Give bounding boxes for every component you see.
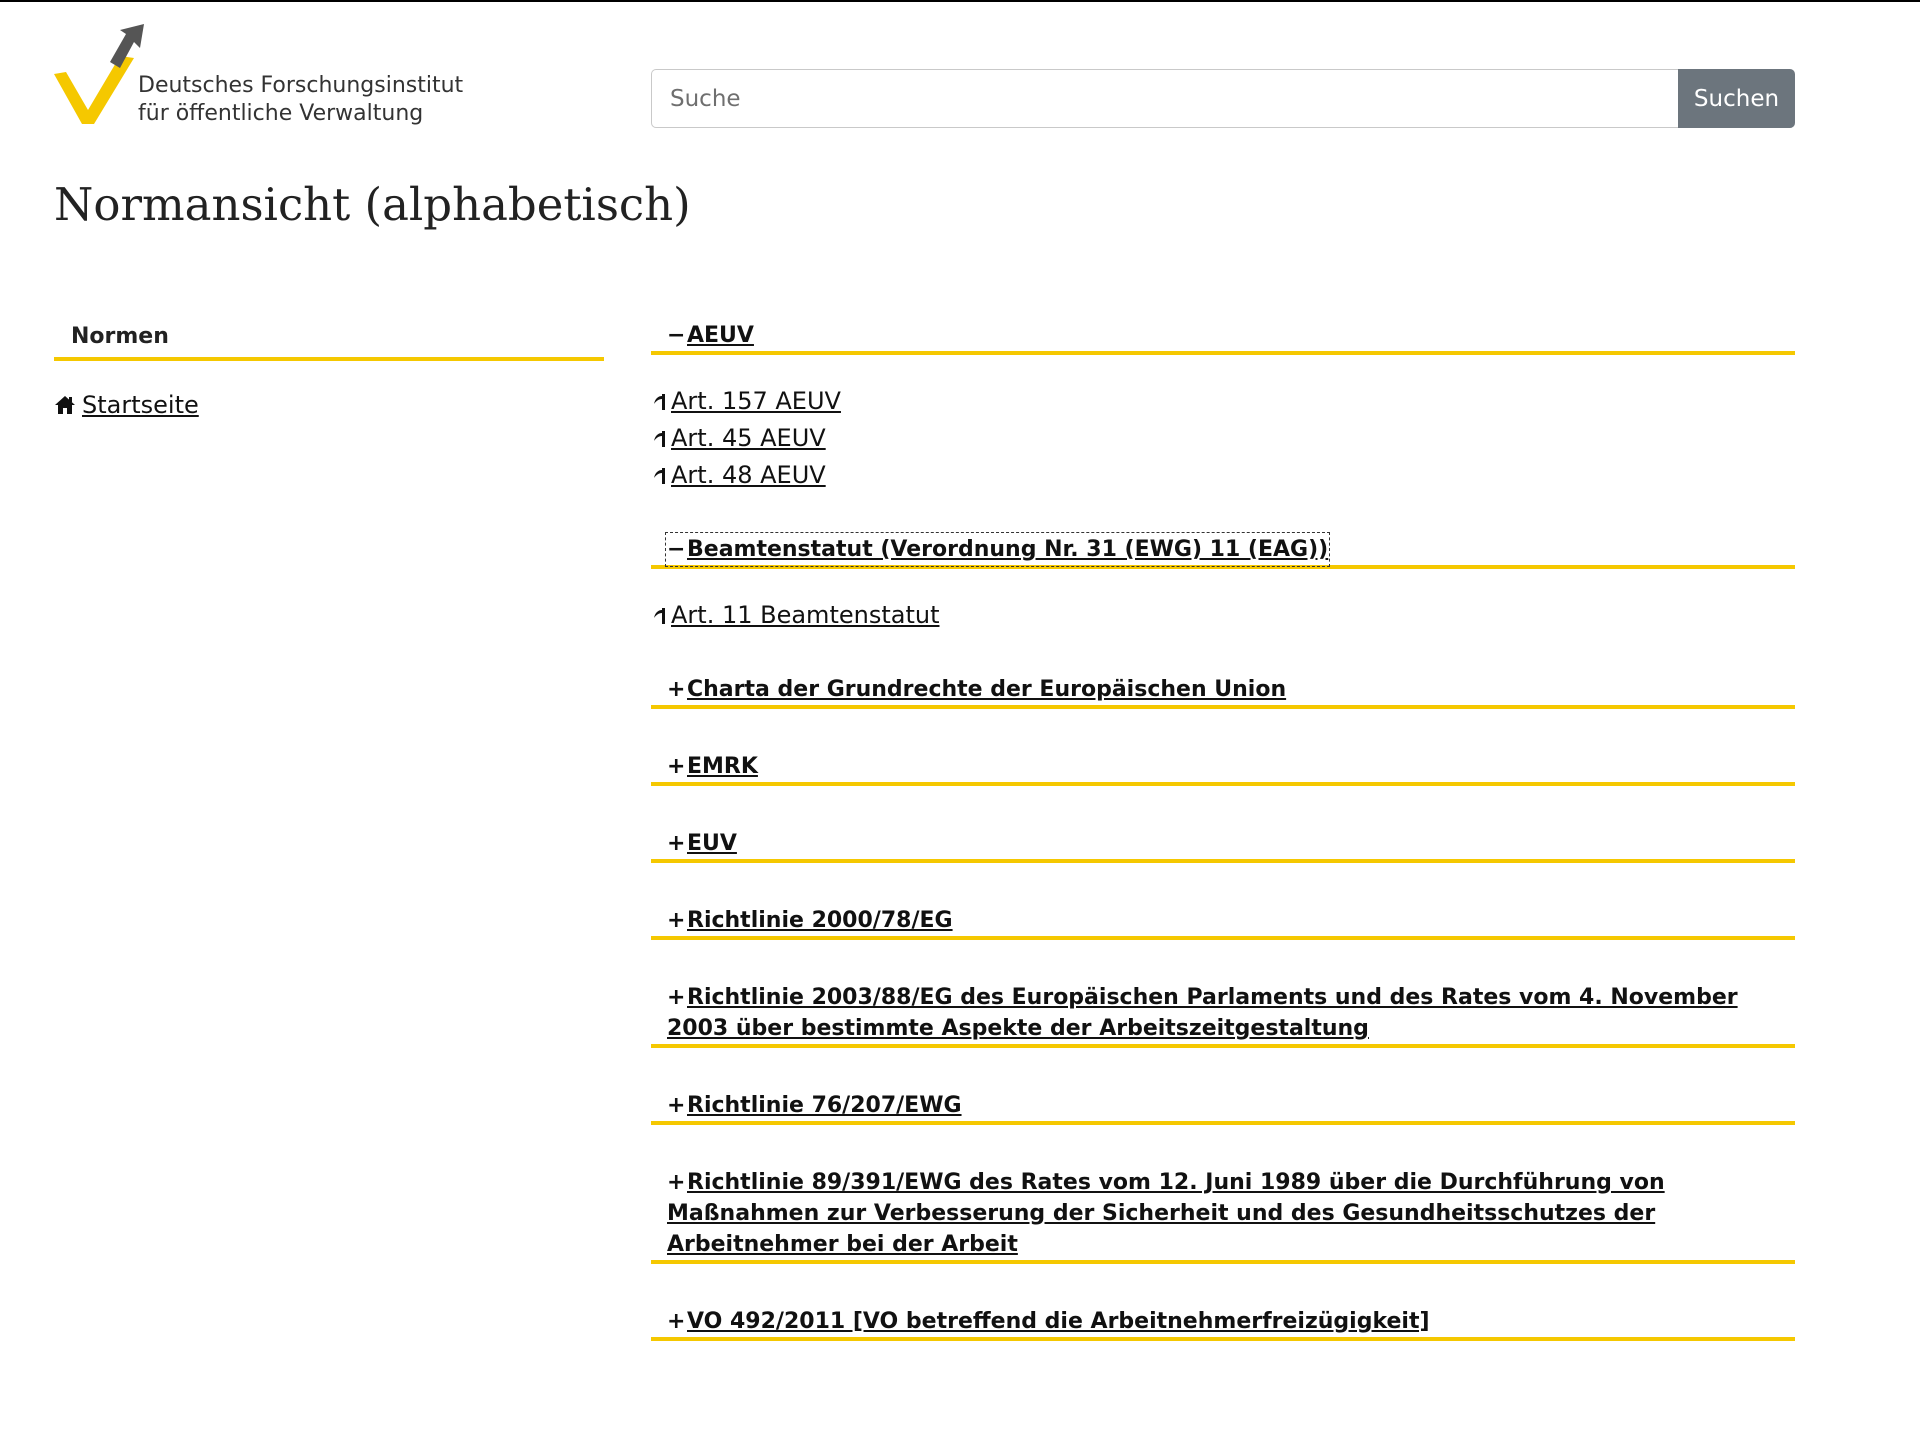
norm-group-label: Richtlinie 2000/78/EG — [687, 908, 953, 933]
norm-group — [651, 905, 1795, 940]
plus-icon: + — [667, 754, 686, 779]
norm-group-header — [651, 1090, 1795, 1125]
norm-entry-link[interactable]: Art. 11 Beamtenstatut — [671, 601, 940, 629]
home-link[interactable] — [54, 391, 199, 419]
return-arrow-icon — [651, 429, 670, 449]
norm-entry-link[interactable]: Art. 48 AEUV — [671, 461, 826, 489]
norm-group — [651, 1167, 1795, 1264]
norm-group — [651, 982, 1795, 1048]
norm-group-label: AEUV — [687, 323, 754, 348]
norm-entries — [651, 355, 1795, 494]
home-link-label: Startseite — [82, 391, 199, 419]
norm-group-label: Richtlinie 2003/88/EG des Europäischen Parlaments und des Rates vom 4. November 2003 über bestimmte Aspekte der Arbeitszeitgestaltung — [667, 985, 1738, 1041]
norm-group-toggle-link[interactable] — [667, 1090, 962, 1121]
norm-list — [651, 320, 1795, 1341]
plus-icon: + — [667, 908, 686, 933]
norm-group-label: EMRK — [687, 754, 758, 779]
logo[interactable] — [54, 24, 474, 134]
plus-icon: + — [667, 677, 686, 702]
norm-group-header — [651, 905, 1795, 940]
home-icon — [54, 395, 76, 415]
norm-group-header — [651, 1306, 1795, 1341]
search-input[interactable] — [651, 69, 1678, 128]
norm-group-toggle-link[interactable] — [667, 320, 754, 351]
norm-group-header — [651, 1167, 1795, 1264]
return-arrow-icon — [651, 466, 670, 486]
page-title: Normansicht (alphabetisch) — [54, 178, 691, 231]
norm-group-label: Richtlinie 89/391/EWG des Rates vom 12. Juni 1989 über die Durchführung von Maßnahmen zur Verbesserung der Sicherheit und des Gesundheitsschutzes der Arbeitnehmer bei der Arbeit — [667, 1170, 1665, 1257]
norm-group-header — [651, 828, 1795, 863]
norm-group-toggle-link[interactable] — [667, 828, 737, 859]
norm-group-toggle-link[interactable] — [667, 674, 1286, 705]
norm-group-label: VO 492/2011 [VO betreffend die Arbeitnehmerfreizügigkeit] — [687, 1309, 1430, 1334]
sidebar — [54, 320, 604, 419]
plus-icon: + — [667, 985, 686, 1010]
plus-icon: + — [667, 1309, 686, 1334]
norm-group-toggle-link[interactable] — [667, 534, 1328, 565]
norm-group-toggle-link[interactable] — [667, 905, 953, 936]
norm-entries — [651, 569, 1795, 634]
minus-icon: − — [667, 537, 686, 562]
norm-group-label: Richtlinie 76/207/EWG — [687, 1093, 962, 1118]
norm-entry — [651, 420, 1795, 457]
norm-entry — [651, 457, 1795, 494]
norm-group — [651, 1306, 1795, 1341]
return-arrow-icon — [651, 606, 670, 626]
return-arrow-icon — [651, 392, 670, 412]
norm-entry — [651, 597, 1795, 634]
search-bar — [651, 69, 1795, 128]
norm-entry-link[interactable]: Art. 45 AEUV — [671, 424, 826, 452]
norm-group-header — [651, 320, 1795, 355]
norm-entry-link[interactable]: Art. 157 AEUV — [671, 387, 841, 415]
norm-group-label: Beamtenstatut (Verordnung Nr. 31 (EWG) 11 (EAG)) — [687, 537, 1329, 562]
search-button[interactable]: Suchen — [1678, 69, 1795, 128]
minus-icon: − — [667, 323, 686, 348]
norm-group-header — [651, 534, 1795, 569]
norm-group — [651, 534, 1795, 634]
logo-text-line1: Deutsches Forschungsinstitut — [138, 73, 464, 98]
norm-group — [651, 751, 1795, 786]
norm-group — [651, 320, 1795, 494]
sidebar-heading: Normen — [54, 320, 604, 361]
norm-group-toggle-link[interactable] — [667, 751, 758, 782]
plus-icon: + — [667, 1170, 686, 1195]
norm-group-toggle-link[interactable] — [667, 1167, 1795, 1260]
plus-icon: + — [667, 831, 686, 856]
norm-group-header — [651, 674, 1795, 709]
norm-entry — [651, 383, 1795, 420]
norm-group-label: Charta der Grundrechte der Europäischen Union — [687, 677, 1287, 702]
norm-group-header — [651, 751, 1795, 786]
plus-icon: + — [667, 1093, 686, 1118]
logo-text — [138, 72, 463, 128]
norm-group — [651, 1090, 1795, 1125]
norm-group — [651, 828, 1795, 863]
norm-group-header — [651, 982, 1795, 1048]
norm-group-label: EUV — [687, 831, 737, 856]
norm-group-toggle-link[interactable] — [667, 982, 1795, 1044]
norm-group-toggle-link[interactable] — [667, 1306, 1430, 1337]
norm-group — [651, 674, 1795, 709]
logo-mark-icon — [54, 24, 144, 124]
logo-text-line2: für öffentliche Verwaltung — [138, 101, 424, 126]
